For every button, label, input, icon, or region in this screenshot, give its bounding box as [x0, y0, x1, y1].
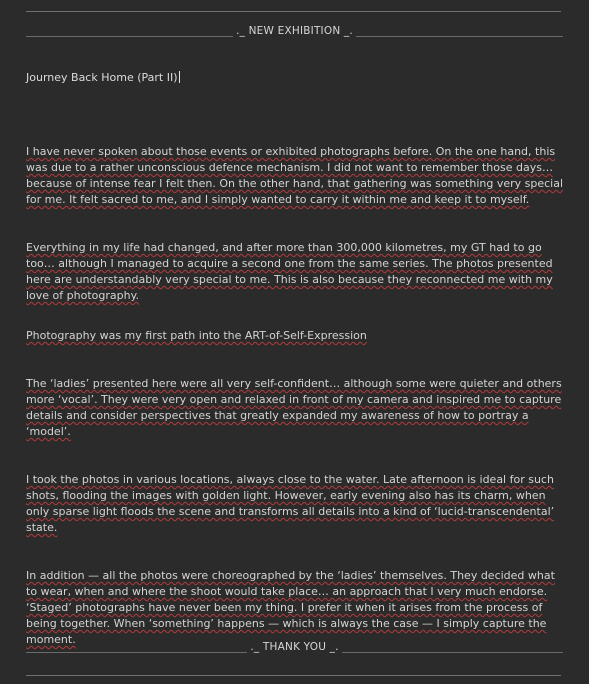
- paragraph-6[interactable]: In addition — all the photos were choreographed by the ‘ladies’ themselves. They decided what to wear, when and where the shoot would take place… an approach that I very much endorse. ‘Staged’ photographs have never been my thing. I prefer it when it arises from the process of being together. When ‘something’ happens — which is always the case — I simply capture the moment.: [26, 569, 555, 646]
- document-title[interactable]: [26, 70, 180, 86]
- paragraph-4[interactable]: The ‘ladies’ presented here were all very self-confident… although some were quieter and others more ‘vocal’. They were very open and relaxed in front of my camera and inspired me to capture details and consider perspectives that greatly expanded my awareness of how to portray a ‘model’.: [26, 377, 562, 438]
- footer-banner-label: ._ THANK YOU _.: [250, 641, 339, 653]
- paragraph-1[interactable]: I have never spoken about those events or exhibited photographs before. On the one hand, this was due to a rather unconscious defence mechanism. I did not want to remember those days… because of intense fear I felt then. On the other hand, that gathering was something very special for me. It felt sacred to me, and I simply wanted to carry it within me and keep it to myself.: [26, 145, 564, 206]
- document-body[interactable]: [26, 70, 566, 648]
- header-banner: [26, 22, 563, 39]
- header-banner-label: ._ NEW EXHIBITION _.: [236, 25, 353, 37]
- top-divider: [26, 11, 561, 12]
- banner-left-rule: [26, 22, 233, 37]
- bottom-divider: [26, 675, 561, 676]
- paragraph-5[interactable]: I took the photos in various locations, always close to the water. Late afternoon is ideal for such shots, flooding the images with golden light. However, early evening also has its charm, when only sparse light floods the scene and transforms all details into a kind of ‘lucid-transcendental’ state.: [26, 473, 555, 534]
- paragraph-3[interactable]: Photography was my first path into the ART-of-Self-Expression: [26, 329, 367, 342]
- document-title-text: Journey Back Home (Part II): [26, 71, 178, 84]
- text-cursor: [179, 71, 180, 83]
- footer-left-rule: [26, 638, 247, 653]
- footer-right-rule: [342, 638, 563, 653]
- banner-right-rule: [356, 22, 563, 37]
- footer-banner: [26, 638, 563, 655]
- paragraph-2[interactable]: Everything in my life had changed, and after more than 300,000 kilometres, my GT had to go too… although I managed to acquire a second one from the same series. The photos presented here are understandably very special to me. This is also because they reconnected me with my love of photography.: [26, 241, 553, 302]
